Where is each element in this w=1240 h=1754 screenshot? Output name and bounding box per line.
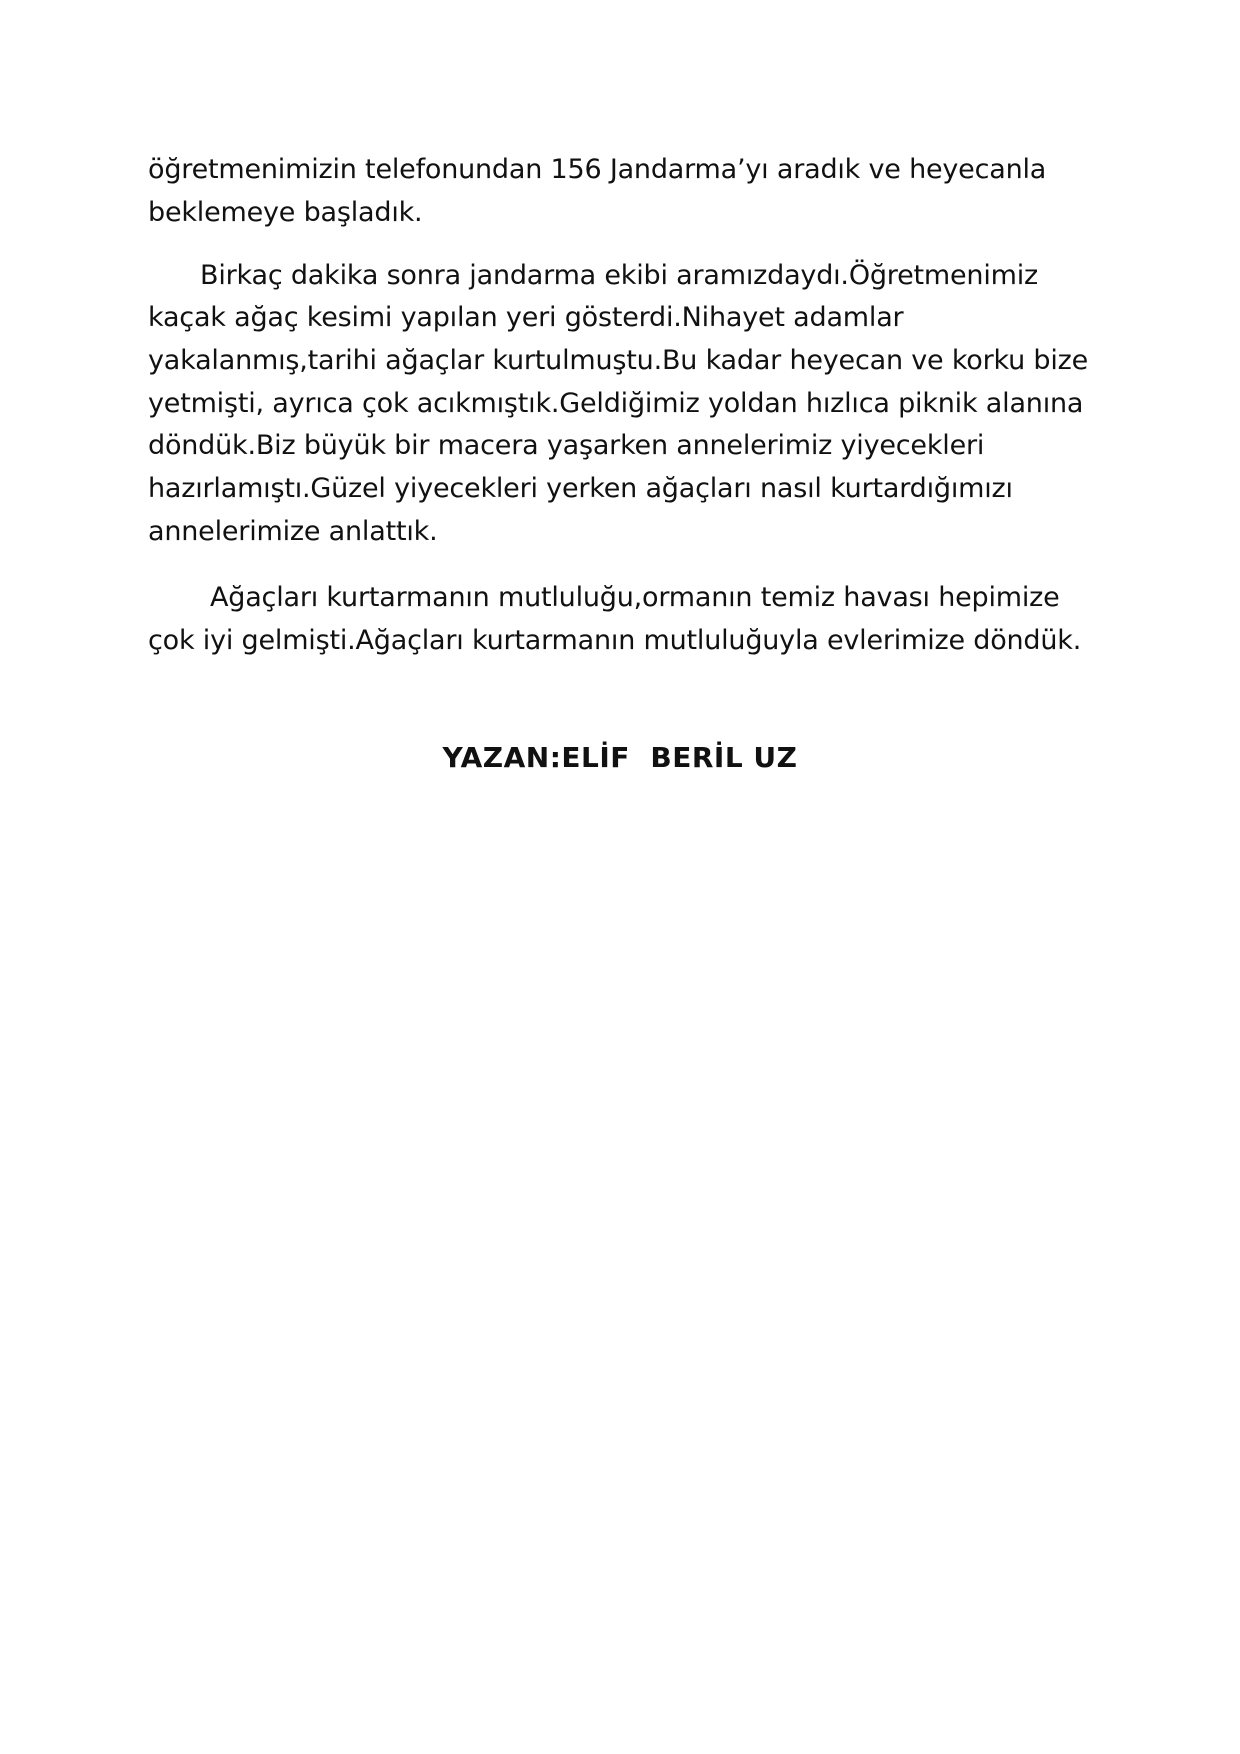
paragraph-2-line-6: hazırlamıştı.Güzel yiyecekleri yerken ağaçları nasıl kurtardığımızı (148, 473, 1013, 504)
paragraph-1-line-1: öğretmenimizin telefonundan 156 Jandarma’yı aradık ve heyecanla (148, 154, 1047, 185)
paragraph-2-line-7: annelerimize anlattık. (148, 516, 438, 547)
author-signature: YAZAN:ELİF BERİL UZ (442, 741, 798, 774)
paragraph-1-line-2: beklemeye başladık. (148, 197, 423, 228)
paragraph-3-line-2: çok iyi gelmişti.Ağaçları kurtarmanın mutluluğuyla evlerimize döndük. (148, 625, 1082, 656)
paragraph-2-line-1: Birkaç dakika sonra jandarma ekibi aramızdaydı.Öğretmenimiz (200, 260, 1039, 291)
paragraph-3-line-1: Ağaçları kurtarmanın mutluluğu,ormanın temiz havası hepimize (210, 582, 1060, 613)
paragraph-2-line-4: yetmişti, ayrıca çok acıkmıştık.Geldiğimiz yoldan hızlıca piknik alanına (148, 388, 1084, 419)
paragraph-2-line-5: döndük.Biz büyük bir macera yaşarken annelerimiz yiyecekleri (148, 430, 985, 461)
paragraph-2-line-2: kaçak ağaç kesimi yapılan yeri gösterdi.Nihayet adamlar (148, 302, 904, 333)
paragraph-2-line-3: yakalanmış,tarihi ağaçlar kurtulmuştu.Bu kadar heyecan ve korku bize (148, 345, 1089, 376)
